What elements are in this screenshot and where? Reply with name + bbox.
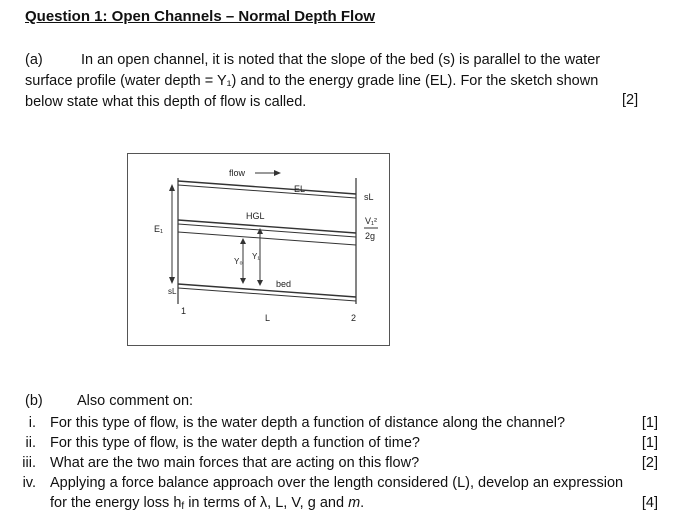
sl-right-label: sL — [364, 192, 374, 202]
question-text-continued — [50, 493, 610, 517]
part-a-paragraph — [25, 50, 655, 113]
question-number: iii. — [22, 455, 36, 471]
part-a-line-2: surface profile (water depth = Y₁) and to the energy grade line (EL). For the sketch shown — [25, 73, 599, 89]
question-marks: [4] — [641, 495, 658, 511]
el-label: EL — [294, 184, 306, 194]
velocity-head-denominator: 2g — [365, 231, 376, 241]
length-label: L — [265, 313, 271, 323]
question-text-part: for the energy loss h — [50, 495, 182, 511]
flow-label: flow — [229, 168, 246, 178]
part-b-intro: Also comment on: — [77, 393, 194, 409]
question-number: iv. — [22, 475, 36, 491]
y1-arrowhead-bottom — [257, 280, 263, 286]
flow-arrowhead — [274, 170, 281, 176]
e1-arrowhead-top — [169, 184, 175, 191]
e1-arrowhead-bottom — [169, 277, 175, 284]
el-line — [178, 181, 356, 194]
question-number: ii. — [25, 435, 36, 451]
question-title: Question 1: Open Channels – Normal Depth Flow — [25, 8, 376, 25]
section-1-number: 1 — [181, 306, 187, 316]
part-b-heading — [25, 393, 193, 409]
question-text: Applying a force balance approach over the length considered (L), develop an expression — [50, 475, 624, 491]
hgl-line — [178, 220, 356, 233]
question-text-italic: m — [348, 495, 361, 511]
velocity-head-numerator: V₁² — [365, 216, 378, 226]
question-marks: [2] — [641, 455, 658, 471]
question-text: For this type of flow, is the water depth a function of distance along the channel? — [50, 415, 566, 431]
e1-label: E₁ — [154, 224, 164, 234]
question-text-part: . — [360, 495, 365, 511]
part-a-line-1: In an open channel, it is noted that the slope of the bed (s) is parallel to the water — [81, 52, 601, 68]
part-a-label: (a) — [25, 52, 43, 68]
hgl-label: HGL — [246, 211, 265, 221]
channel-sketch-svg — [128, 154, 391, 347]
y1-arrowhead-top — [257, 228, 263, 234]
question-text-subscript: f — [181, 501, 185, 512]
question-text-part: in terms of λ, L, V, g and — [184, 495, 349, 511]
section-2-number: 2 — [351, 313, 357, 323]
y1-label: Y₁ — [252, 252, 261, 261]
part-a-marks: [2] — [622, 92, 639, 108]
question-row — [8, 473, 658, 513]
part-a-line-3: below state what this depth of flow is called. — [25, 94, 307, 110]
question-number: i. — [28, 415, 36, 431]
part-b-label: (b) — [25, 393, 43, 409]
question-text: What are the two main forces that are acting on this flow? — [50, 455, 420, 471]
bed-line — [178, 284, 356, 297]
bed-label: bed — [276, 279, 292, 289]
y0-arrowhead-bottom — [240, 278, 246, 284]
question-text: For this type of flow, is the water depth a function of time? — [50, 435, 420, 451]
water-surface-line — [178, 232, 356, 245]
channel-sketch — [127, 153, 390, 346]
question-marks: [1] — [641, 415, 658, 431]
y0-arrowhead-top — [240, 238, 246, 244]
y0-label: Y₀ — [234, 257, 243, 266]
sl-left-label: sL — [168, 287, 177, 296]
question-marks: [1] — [641, 435, 658, 451]
